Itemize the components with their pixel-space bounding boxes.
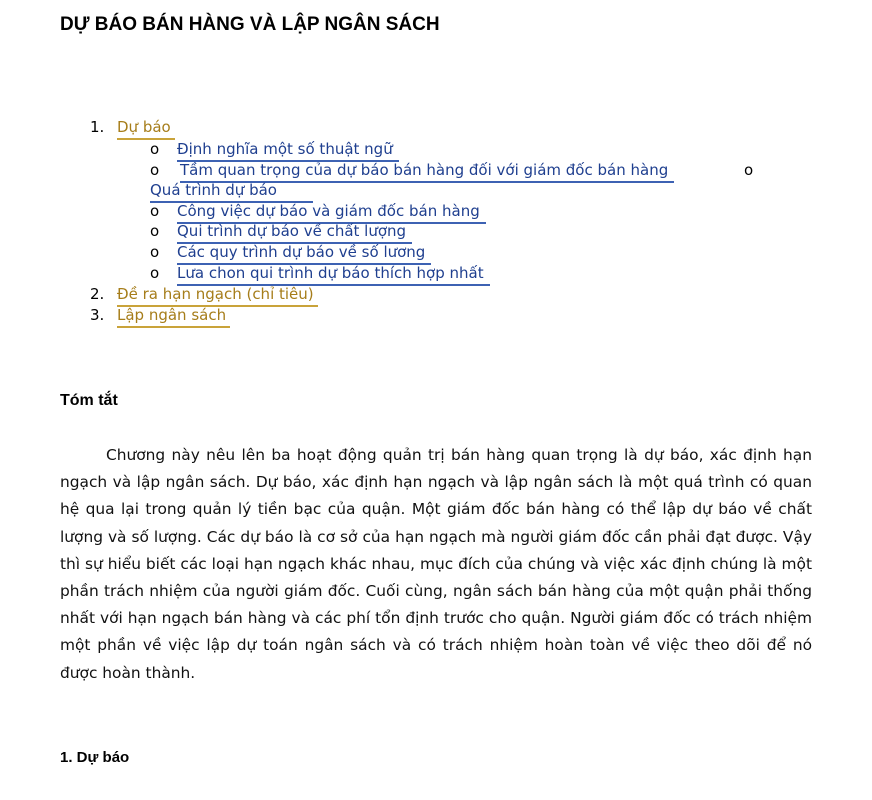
bullet-icon: o — [150, 222, 160, 240]
bullet-icon: o — [744, 161, 754, 179]
summary-paragraph: Chương này nêu lên ba hoạt động quản trị bán hàng quan trọng là dự báo, xác định hạn ngạch và lập ngân sách. Dự báo, xác định hạn ngạch và lập ngân sách là một quá trình có quan hệ qua lại trong quản lý tiền bạc của quận. Một giám đốc bán hàng có thể lập dự báo về chất lượng và số lượng. Các dự báo là cơ sở của hạn ngạch mà người giám đốc cần phải đạt được. Vậy thì sự hiểu biết các loại hạn ngạch khác nhau, mục đích của chúng và việc xác định chúng là một phần trách nhiệm của người giám đốc. Cuối cùng, ngân sách bán hàng của một quận phải thống nhất với hạn ngạch bán hàng và các phí tổn định trước cho quận. Người giám đốc có trách nhiệm một phần về việc lập dự toán ngân sách và có trách nhiệm hoàn toàn về việc theo dõi để nó được hoàn thành. — [60, 446, 812, 682]
toc-link-dinh-nghia[interactable]: Định nghĩa một số thuật ngữ — [177, 139, 399, 162]
toc-link-quy-trinh-so-luong[interactable]: Các quy trình dự báo về số lương — [177, 242, 431, 265]
bullet-icon: o — [150, 243, 160, 261]
toc-link-lua-chon[interactable]: Lưa chon qui trình dự báo thích hợp nhất — [177, 263, 490, 286]
toc-number: 2. — [90, 285, 105, 303]
toc-link-du-bao[interactable]: Dự báo — [117, 117, 175, 140]
bullet-icon: o — [150, 161, 160, 179]
toc-link-qui-trinh-chat-luong[interactable]: Qui trình dự báo về chất lượng — [177, 221, 412, 244]
toc-link-tam-quan-trong[interactable]: Tầm quan trọng của dự báo bán hàng đối với giám đốc bán hàng — [180, 160, 674, 183]
bullet-icon: o — [150, 202, 160, 220]
table-of-contents — [0, 0, 872, 330]
toc-link-cong-viec[interactable]: Công việc dự báo và giám đốc bán hàng — [177, 201, 486, 224]
toc-link-qua-trinh[interactable]: Quá trình dự báo — [150, 180, 313, 203]
summary-heading: Tóm tắt — [60, 392, 118, 409]
section-heading: 1. Dự báo — [60, 749, 130, 766]
bullet-icon: o — [150, 264, 160, 282]
toc-link-han-ngach[interactable]: Đề ra hạn ngạch (chỉ tiêu) — [117, 284, 318, 307]
bullet-icon: o — [150, 140, 160, 158]
document-title: DỰ BÁO BÁN HÀNG VÀ LẬP NGÂN SÁCH — [60, 14, 440, 35]
toc-number: 1. — [90, 118, 105, 136]
toc-link-ngan-sach[interactable]: Lập ngân sách — [117, 305, 230, 328]
toc-number: 3. — [90, 306, 105, 324]
